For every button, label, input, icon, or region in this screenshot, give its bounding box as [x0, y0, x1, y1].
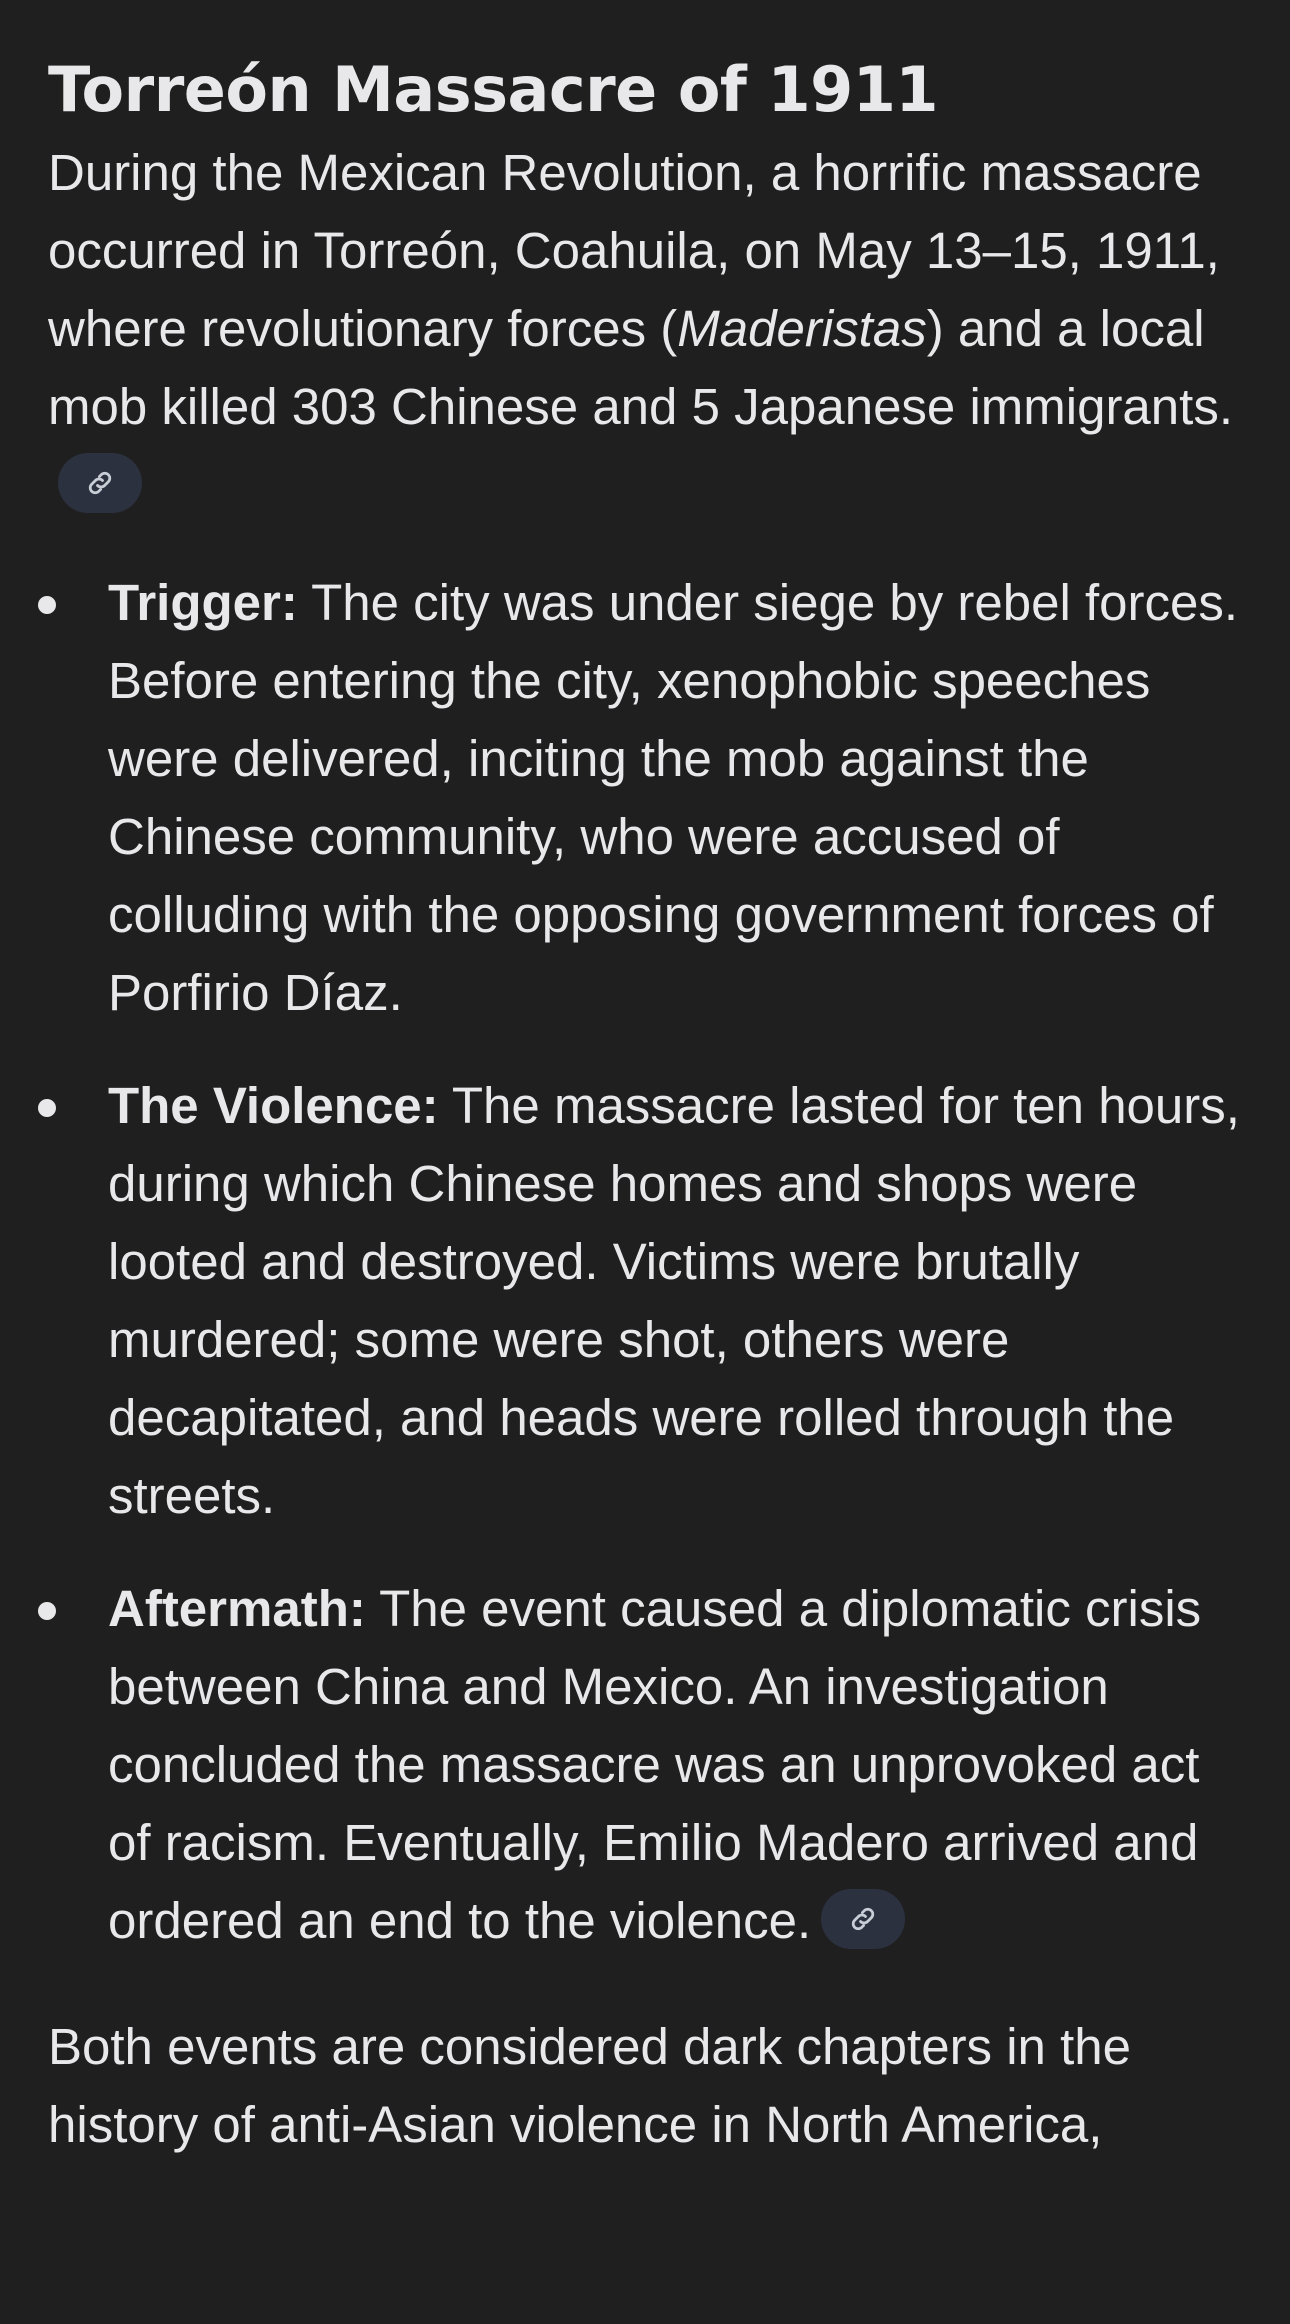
link-icon [848, 1904, 878, 1934]
link-icon [85, 468, 115, 498]
list-item [48, 564, 1240, 1032]
intro-text-1: During the Mexican Revolution, a horrific massacre occurred in Torreón, Coahuila, on May 13–15, 1911, where revolutionary forces ( [48, 144, 1220, 357]
source-link-chip[interactable] [821, 1889, 905, 1949]
bullet-dot [38, 1099, 56, 1117]
bullet-dot [38, 1602, 56, 1620]
list-item [48, 1067, 1240, 1535]
intro-text-2: ) and a local mob killed 303 Chinese and 5 Japanese immigrants. [48, 300, 1234, 435]
intro-paragraph [48, 134, 1240, 524]
bullet-label: The Violence: [108, 1077, 439, 1134]
bullet-label: Trigger: [108, 574, 298, 631]
bullet-dot [38, 596, 56, 614]
bullet-text: The massacre lasted for ten hours, during which Chinese homes and shops were looted and destroyed. Victims were brutally murdered; some were shot, others were decapitated, and heads were rolled through the streets. [108, 1077, 1240, 1524]
bullet-text: The city was under siege by rebel forces. Before entering the city, xenophobic speeches were delivered, inciting the mob against the Chinese community, who were accused of colluding with the opposing government forces of Porfirio Díaz. [108, 574, 1239, 1021]
section-heading: Torreón Massacre of 1911 [48, 53, 939, 126]
list-item [48, 1570, 1240, 1960]
closing-paragraph: Both events are considered dark chapters in the history of anti-Asian violence in North America, [48, 2018, 1131, 2153]
bullet-text: The event caused a diplomatic crisis between China and Mexico. An investigation concluded the massacre was an unprovoked act of racism. Eventually, Emilio Madero arrived and ordered an end to the violence. [108, 1580, 1202, 1949]
bullet-list [48, 564, 1240, 1960]
source-link-chip[interactable] [58, 453, 142, 513]
intro-italic: Maderistas [677, 300, 927, 357]
bullet-label: Aftermath: [108, 1580, 366, 1637]
